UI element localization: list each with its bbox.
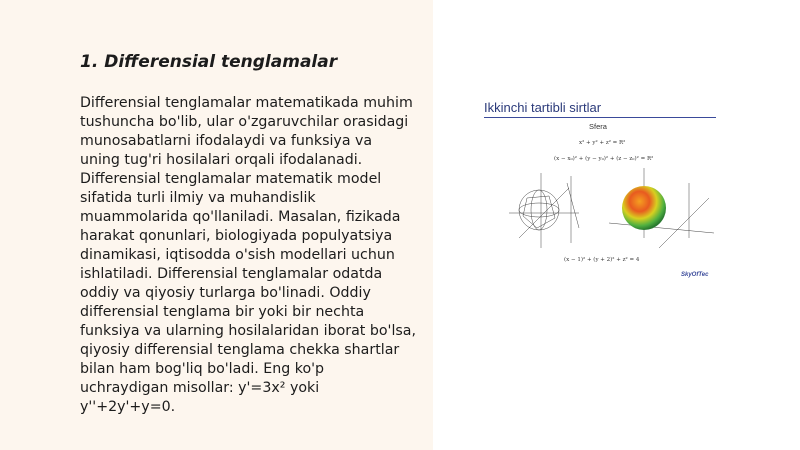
figure-title-underline	[484, 117, 716, 118]
figure-title: Ikkinchi tartibli sirtlar	[484, 100, 602, 115]
quadric-surfaces-figure	[484, 100, 718, 290]
figure-subtitle: Sfera	[589, 122, 607, 131]
colored-sphere	[609, 168, 714, 248]
slide-heading: 1. Differensial tenglamalar	[80, 52, 338, 72]
slide-paragraph: Differensial tenglamalar matematikada muhim tushuncha bo'lib, ular o'zgaruvchilar orasidagi munosabatlarni ifodalaydi va funksiya va uning tug'ri hosilalari orqali ifodalanadi. Differensial tenglamalar matematik model sifatida turli ilmiy va muhandislik muammolarida qo'llaniladi. Masalan, fizikada harakat qonunlari, biologiyada populyatsiya dinamikasi, iqtisodda o'sish modellari uchun ishlatiladi. Differensial tenglamalar odatda oddiy va qiyosiy turlarga bo'linadi. Oddiy differensial tenglama bir yoki bir nechta funksiya va ularning hosilalaridan iborat bo'lsa, qiyosiy differensial tenglama chekka shartlar bilan ham bog'liq bo'ladi. Eng ko'p uchraydigan misollar: y'=3x² yoki y''+2y'+y=0.	[80, 95, 416, 415]
publisher-logo: SkyOfTec	[681, 272, 709, 278]
sphere-equation-origin: x² + y² + z² = R²	[579, 140, 626, 146]
wireframe-sphere	[509, 173, 579, 248]
sphere-equation-example: (x − 1)² + (y + 2)² + z² = 4	[564, 257, 640, 263]
sphere-equation-general: (x − x₀)² + (y − y₀)² + (z − z₀)² = R²	[554, 156, 654, 162]
sphere-plots	[509, 168, 719, 258]
